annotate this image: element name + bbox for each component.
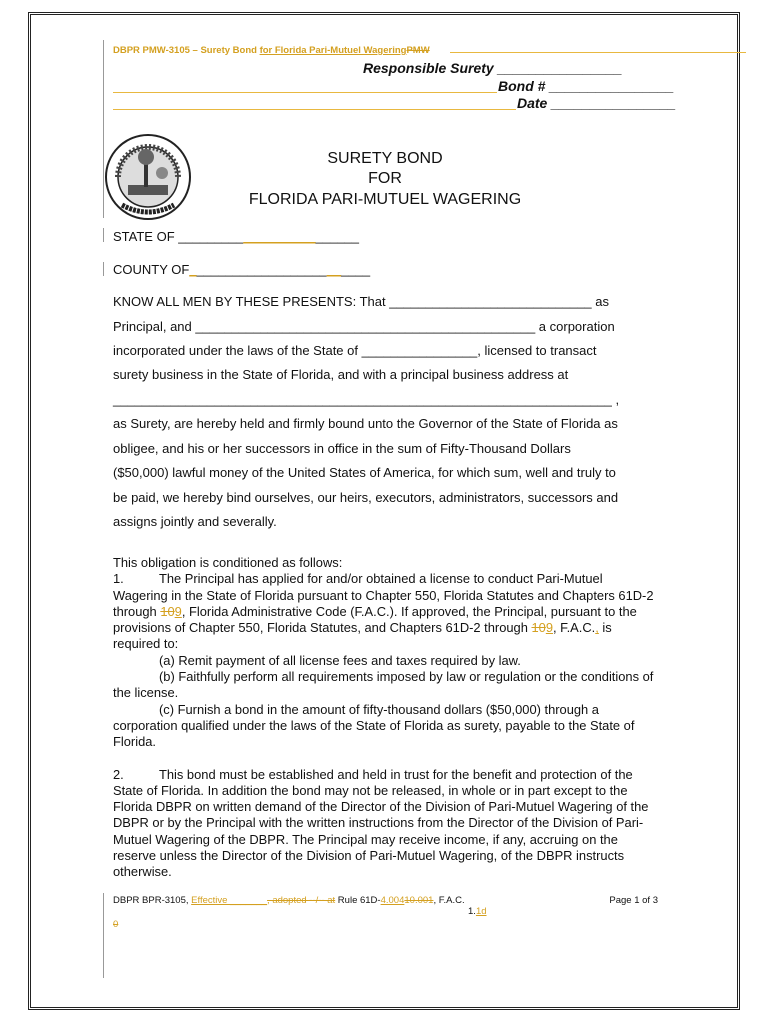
condition-2: 2. This bond must be established and held in trust for the benefit and protection of the State of Florida. In addition the bond may not be released, in whole or in part except to the Florida DBPR on written demand of the Director of the Division of Pari-Mutuel Wagering of the DBPR or by the Principal with the written instructions from the Director of the Division of Pari-Mutuel Wagering of the DBPR. The Principal may receive income, if any, accruing on the reserve unless the Director of the Division of Pari-Mutuel Wagering, of the DBPR instructs otherwise. [113, 766, 649, 880]
header-rule [450, 52, 746, 53]
form-header: DBPR PMW-3105 – Surety Bond for Florida Pari-Mutuel WageringPMW [113, 45, 430, 56]
footer [113, 895, 658, 930]
body-line: incorporated under the laws of the State of ________________, licensed to transact [113, 343, 597, 358]
florida-state-seal [104, 133, 192, 221]
change-bar [103, 228, 104, 242]
conditions-intro: This obligation is conditioned as follows: [113, 555, 343, 570]
conditions-section [113, 555, 658, 881]
date-rule [113, 109, 516, 110]
county-of-line[interactable]: COUNTY OF_________________________ [113, 262, 371, 277]
body-line: ($50,000) lawful money of the United States of America, for which sum, well and truly to [113, 465, 616, 480]
body-line: Principal, and _______________________________________________ a corporation [113, 319, 615, 334]
change-bar [103, 262, 104, 276]
condition-1c: (c) Furnish a bond in the amount of fifty-thousand dollars ($50,000) through a corporation qualified under the laws of the State of Florida as surety, payable to the State of Florida. [113, 701, 635, 750]
state-of-line[interactable]: STATE OF _________________________ [113, 229, 360, 244]
body-line: surety business in the State of Florida, and with a principal business address at [113, 367, 569, 382]
body-line: obligee, and his or her successors in office in the sum of Fifty-Thousand Dollars [113, 441, 571, 456]
body-line: as Surety, are hereby held and firmly bound unto the Governor of the State of Florida as [113, 416, 618, 431]
footer-version: 1.1d [468, 906, 487, 917]
change-bar [103, 893, 104, 978]
title-line-3: FLORIDA PARI-MUTUEL WAGERING [248, 191, 522, 208]
bond-number-field[interactable]: Bond # ________________ [498, 78, 674, 94]
title-line-2: FOR [368, 170, 402, 187]
page-number: Page 1 of 3 [609, 895, 658, 906]
condition-1: 1. The Principal has applied for and/or obtained a license to conduct Pari-Mutuel Wagering in the State of Florida pursuant to Chapter 550, Florida Statutes and Chapters 61D-2 through 109, Florida Administrative Code (F.A.C.). If approved, the Principal, pursuant to the provisions of Chapter 550, Florida Statutes, and Chapters 61D-2 through 109, F.A.C., is required to: [113, 571, 654, 652]
footer-deleted-mark: 0 [113, 919, 119, 930]
body-line: assigns jointly and severally. [113, 514, 277, 529]
body-line: _____________________________________________________________________ , [113, 392, 620, 407]
date-field[interactable]: Date ________________ [517, 95, 676, 111]
title-line-1: SURETY BOND [327, 150, 443, 167]
condition-1b: (b) Faithfully perform all requirements imposed by law or regulation or the conditions of the license. [113, 669, 654, 701]
responsible-surety-field[interactable]: Responsible Surety ________________ [363, 60, 623, 76]
body-line: be paid, we hereby bind ourselves, our heirs, executors, administrators, successors and [113, 490, 619, 505]
footer-citation: DBPR BPR-3105, Effective _______, adopted --/-- at Rule 61D-4.00410.001, F.A.C. [113, 895, 465, 906]
bond-rule [113, 92, 497, 93]
body-line: KNOW ALL MEN BY THESE PRESENTS: That ____________________________ as [113, 294, 609, 309]
condition-1a: (a) Remit payment of all license fees and taxes required by law. [159, 652, 521, 668]
